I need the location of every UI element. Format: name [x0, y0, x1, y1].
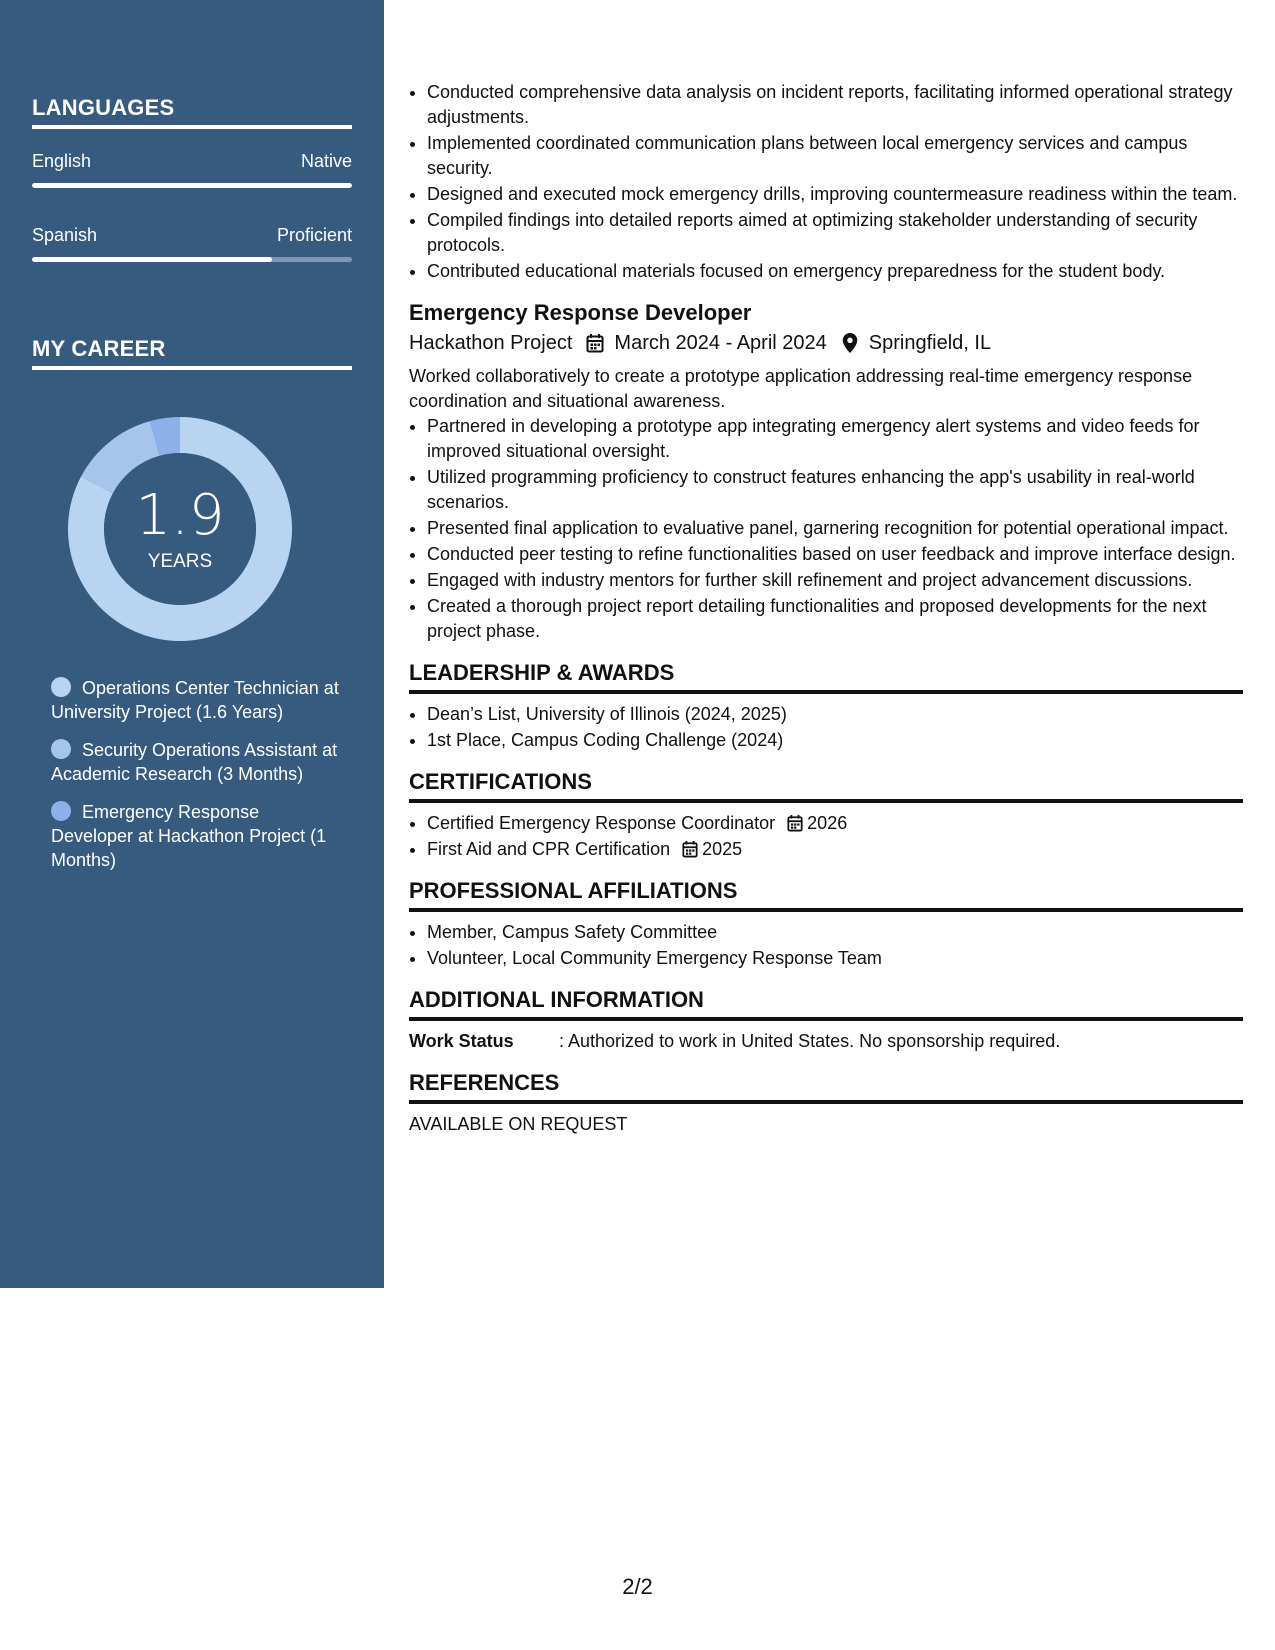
career-donut-chart — [66, 415, 294, 643]
job-meta — [409, 328, 1243, 358]
cert-name: First Aid and CPR Certification — [427, 839, 671, 859]
job-bullets — [409, 414, 1243, 644]
career-total-unit: YEARS — [147, 551, 213, 572]
location-pin-icon — [841, 333, 859, 353]
career-section — [32, 336, 352, 370]
list-item: • 1st Place, Campus Coding Challenge (2024) — [427, 728, 1243, 753]
career-total-years: 1.9 — [135, 483, 225, 548]
calendar-icon — [586, 333, 604, 353]
bullet-item: • Compiled findings into detailed reports aimed at optimizing stakeholder understanding of security protocols. — [427, 208, 1243, 258]
legend-dot-icon — [51, 677, 71, 697]
section-title-certifications: CERTIFICATIONS — [409, 767, 1243, 803]
job-title: Emergency Response Developer — [409, 300, 752, 325]
list-item: • Volunteer, Local Community Emergency Response Team — [427, 946, 1243, 971]
career-legend-label: Operations Center Technician at University Project (1.6 Years) — [51, 678, 339, 722]
sidebar — [0, 0, 384, 1288]
job-company: Hackathon Project — [409, 332, 573, 354]
legend-dot-icon — [51, 739, 71, 759]
languages-title: LANGUAGES — [32, 95, 352, 129]
bullet-item: • Presented final application to evaluative panel, garnering recognition for potential operational impact. — [427, 516, 1243, 541]
references-text: AVAILABLE ON REQUEST — [409, 1114, 628, 1134]
work-status-value: : Authorized to work in United States. No sponsorship required. — [559, 1031, 1061, 1051]
section-title-leadership: LEADERSHIP & AWARDS — [409, 658, 1243, 694]
languages-section — [32, 95, 352, 262]
work-status-label: Work Status — [409, 1031, 514, 1051]
language-bar-fill — [32, 257, 272, 262]
job-location: Springfield, IL — [868, 332, 992, 354]
cert-year: 2025 — [702, 839, 743, 859]
cert-year: 2026 — [807, 813, 848, 833]
bullet-item: • Partnered in developing a prototype app integrating emergency alert systems and video feeds for improved situational oversight. — [427, 414, 1243, 464]
language-row-english — [32, 151, 352, 175]
list-item: • Member, Campus Safety Committee — [427, 920, 1243, 945]
language-name: Spanish — [32, 225, 98, 245]
calendar-icon — [787, 814, 803, 832]
language-row-spanish — [32, 225, 352, 249]
list-item — [427, 837, 1243, 862]
career-legend-label: Emergency Response Developer at Hackathon Project (1 Months) — [51, 802, 327, 870]
affiliations-list — [409, 920, 1243, 971]
bullet-item: • Contributed educational materials focused on emergency preparedness for the student body. — [427, 259, 1243, 284]
list-item: • Dean’s List, University of Illinois (2024, 2025) — [427, 702, 1243, 727]
career-legend-label: Security Operations Assistant at Academic Research (3 Months) — [51, 740, 338, 784]
calendar-icon — [682, 840, 698, 858]
career-legend — [51, 676, 341, 886]
bullet-item: • Designed and executed mock emergency drills, improving countermeasure readiness within the team. — [427, 182, 1243, 207]
language-bar-english — [32, 183, 352, 188]
language-level: Native — [300, 151, 352, 171]
career-legend-item — [51, 800, 341, 872]
bullet-item: • Implemented coordinated communication plans between local emergency services and campus security. — [427, 131, 1243, 181]
legend-dot-icon — [51, 801, 71, 821]
work-status-row — [409, 1029, 1243, 1054]
job-description: Worked collaboratively to create a prototype application addressing real-time emergency response coordination and situational awareness. — [409, 366, 1193, 411]
page-number: 2/2 — [622, 1574, 653, 1599]
leadership-list — [409, 702, 1243, 753]
language-name: English — [32, 151, 92, 171]
language-level: Proficient — [276, 225, 352, 245]
list-item — [427, 811, 1243, 836]
main-content — [409, 80, 1243, 1137]
bullet-item: • Utilized programming proficiency to construct features enhancing the app's usability in real-world scenarios. — [427, 465, 1243, 515]
career-legend-item — [51, 738, 341, 786]
bullet-item: • Conducted peer testing to refine functionalities based on user feedback and improve interface design. — [427, 542, 1243, 567]
section-title-additional: ADDITIONAL INFORMATION — [409, 985, 1243, 1021]
job-dates: March 2024 - April 2024 — [614, 332, 827, 354]
bullet-item: • Created a thorough project report detailing functionalities and proposed developments for the next project phase. — [427, 594, 1243, 644]
language-bar-fill — [32, 183, 352, 188]
career-legend-item — [51, 676, 341, 724]
certifications-list — [409, 811, 1243, 862]
bullet-item: • Engaged with industry mentors for further skill refinement and project advancement discussions. — [427, 568, 1243, 593]
bullet-item: • Conducted comprehensive data analysis on incident reports, facilitating informed operational strategy adjustments. — [427, 80, 1243, 130]
cert-name: Certified Emergency Response Coordinator — [427, 813, 776, 833]
career-title: MY CAREER — [32, 336, 352, 370]
section-title-references: REFERENCES — [409, 1068, 1243, 1104]
language-bar-spanish — [32, 257, 352, 262]
previous-job-bullets — [409, 80, 1243, 284]
section-title-affiliations: PROFESSIONAL AFFILIATIONS — [409, 876, 1243, 912]
